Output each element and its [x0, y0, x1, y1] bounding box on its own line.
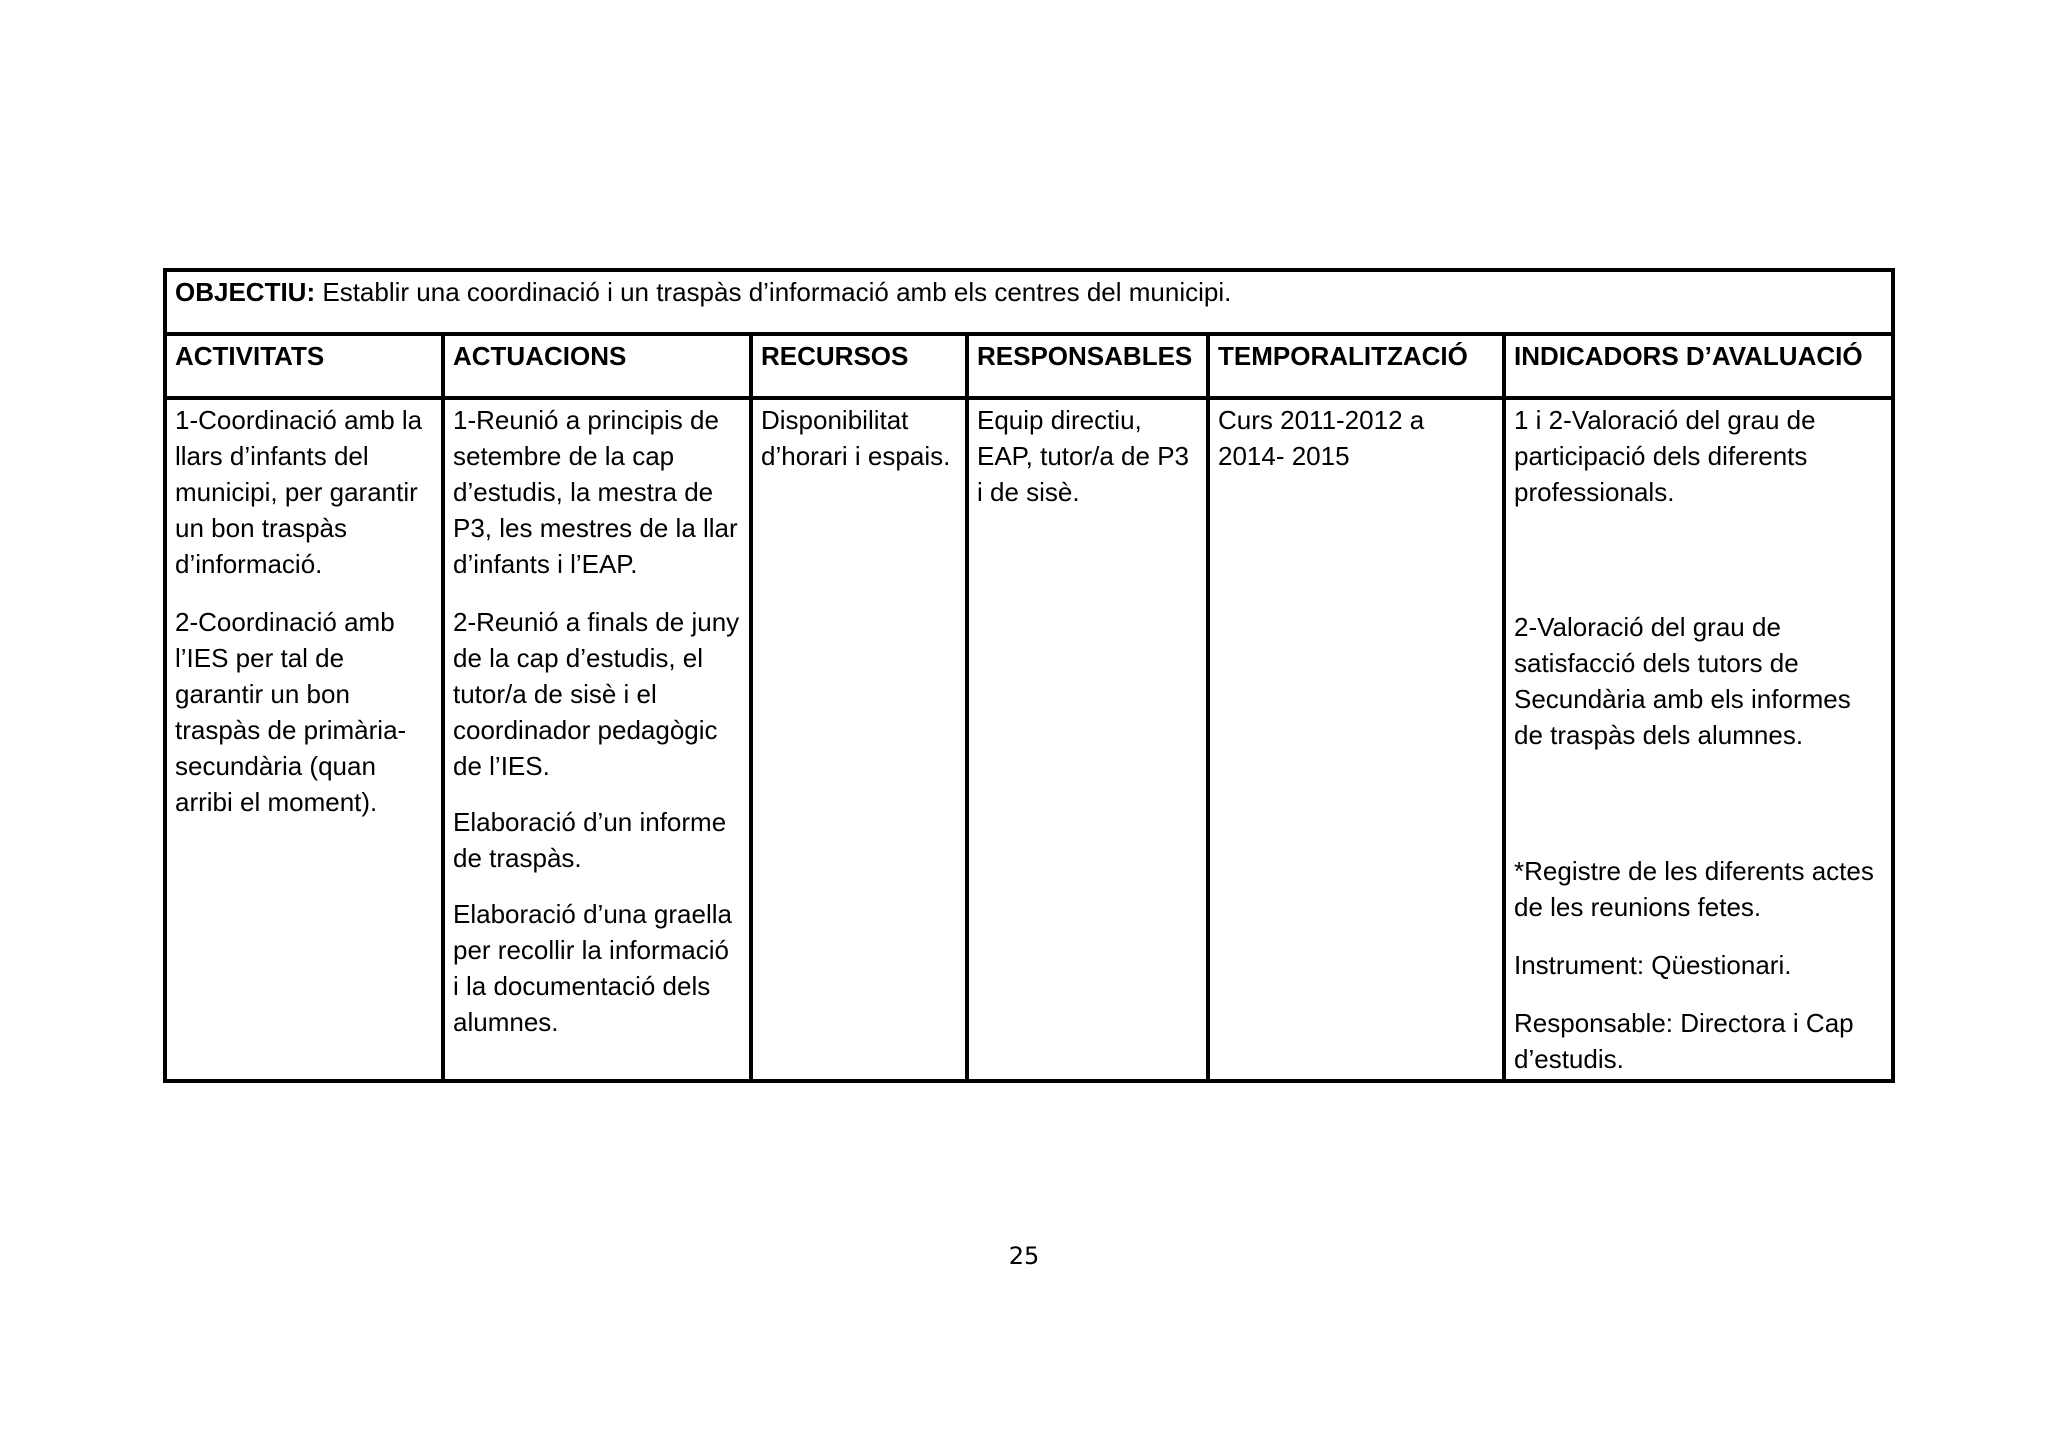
actuacio-4: Elaboració d’una graella per recollir la informació i la documentació dels alumnes. [453, 899, 732, 1037]
recursos-text: Disponibilitat d’horari i espais. [761, 405, 951, 471]
header-responsables: RESPONSABLES [967, 334, 1208, 398]
actuacions-cell [443, 398, 751, 1081]
header-actuacions: ACTUACIONS [443, 334, 751, 398]
objective-text: Establir una coordinació i un traspàs d’informació amb els centres del municipi. [315, 277, 1232, 307]
table-body-row [165, 398, 1893, 1081]
indicador-1: 1 i 2-Valoració del grau de participació dels diferents professionals. [1514, 405, 1816, 507]
actuacio-1: 1-Reunió a principis de setembre de la cap d’estudis, la mestra de P3, les mestres de la llar d’infants i l’EAP. [453, 405, 738, 579]
responsables-cell [967, 398, 1208, 1081]
indicadors-cell [1504, 398, 1893, 1081]
activitat-2: 2-Coordinació amb l’IES per tal de garantir un bon traspàs de primària-secundària (quan arribi el moment). [175, 607, 407, 817]
indicador-3: *Registre de les diferents actes de les reunions fetes. [1514, 856, 1874, 922]
objective-label: OBJECTIU: [175, 277, 316, 307]
indicador-4: Instrument: Qüestionari. [1514, 950, 1792, 980]
actuacio-2: 2-Reunió a finals de juny de la cap d’estudis, el tutor/a de sisè i el coordinador pedagògic de l’IES. [453, 607, 740, 781]
header-indicadors: INDICADORS D’AVALUACIÓ [1504, 334, 1893, 398]
actuacio-3: Elaboració d’un informe de traspàs. [453, 807, 727, 873]
header-temporalitzacio: TEMPORALITZACIÓ [1208, 334, 1504, 398]
indicador-2: 2-Valoració del grau de satisfacció dels tutors de Secundària amb els informes de traspàs dels alumnes. [1514, 612, 1851, 750]
recursos-cell [751, 398, 967, 1081]
objective-plan-table [163, 268, 1895, 1083]
temporalitzacio-cell [1208, 398, 1504, 1081]
header-recursos: RECURSOS [751, 334, 967, 398]
activitat-1: 1-Coordinació amb la llars d’infants del municipi, per garantir un bon traspàs d’informació. [175, 405, 423, 579]
page-number: 25 [1008, 1242, 1040, 1270]
indicador-5: Responsable: Directora i Cap d’estudis. [1514, 1008, 1854, 1074]
activitats-cell [165, 398, 443, 1081]
responsables-text: Equip directiu, EAP, tutor/a de P3 i de sisè. [977, 405, 1189, 507]
objective-row [165, 270, 1893, 334]
header-activitats: ACTIVITATS [165, 334, 443, 398]
temporalitzacio-text: Curs 2011-2012 a 2014- 2015 [1218, 405, 1425, 471]
table-header-row [165, 334, 1893, 398]
objective-cell [165, 270, 1893, 334]
